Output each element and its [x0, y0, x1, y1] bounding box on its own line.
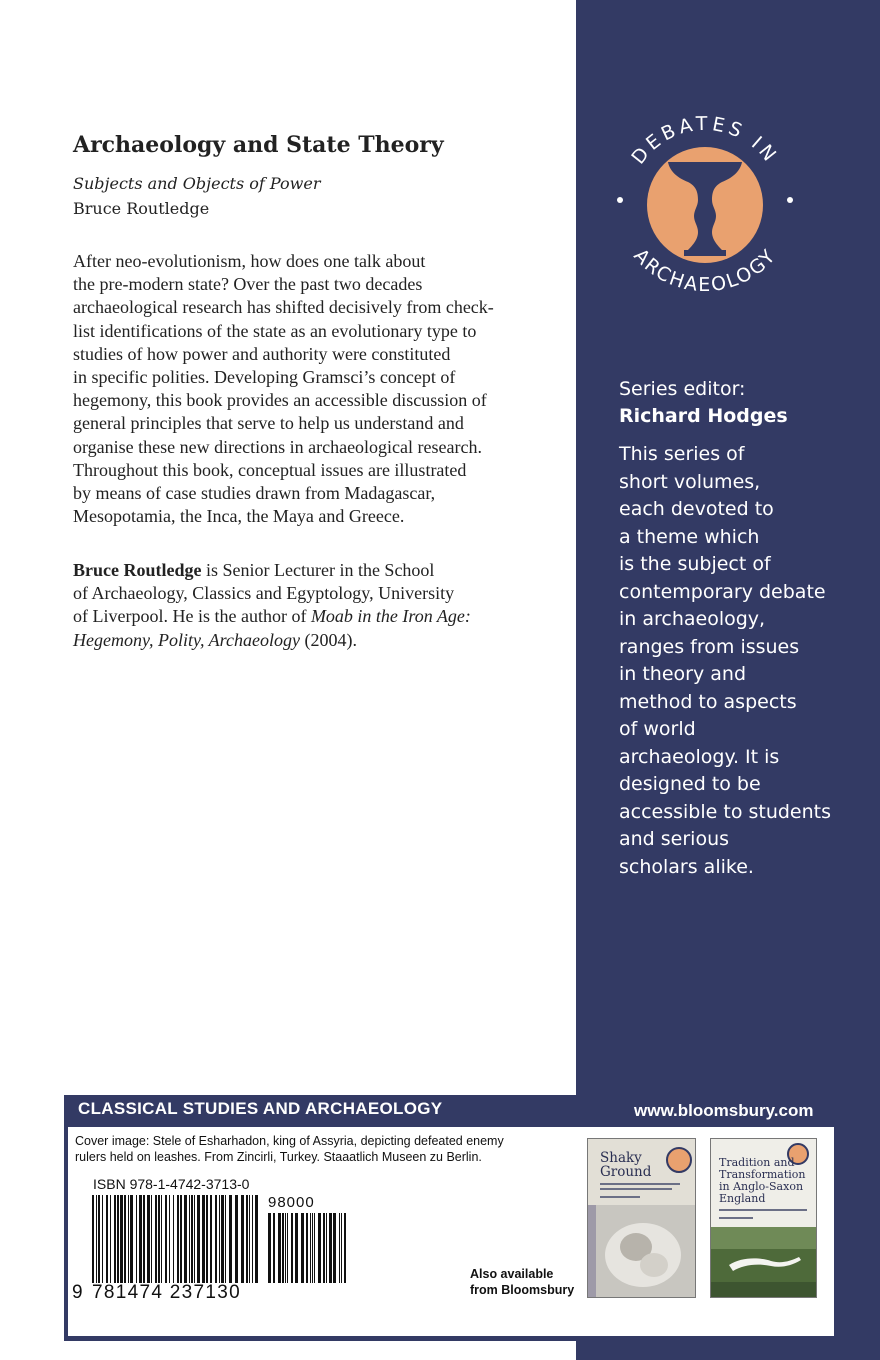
barcode-bar	[191, 1195, 193, 1283]
barcode-bar	[98, 1195, 100, 1283]
barcode-bar	[246, 1195, 248, 1283]
book-blurb	[73, 250, 494, 528]
series-desc-line: of world	[619, 718, 696, 740]
barcode-bar	[117, 1195, 119, 1283]
blurb-line: archaeological research has shifted decisively from check-	[73, 297, 494, 318]
barcode-bar	[102, 1195, 103, 1283]
barcode-addon-number: 98000	[268, 1194, 315, 1211]
barcode-bar	[165, 1195, 167, 1283]
series-desc-line: ranges from issues	[619, 635, 800, 658]
series-desc-line: each devoted to	[619, 498, 774, 520]
barcode-bar	[312, 1213, 313, 1283]
logo-text-top: DEBATES IN	[627, 112, 783, 169]
isbn-label: ISBN 978-1-4742-3713-0	[93, 1176, 250, 1192]
barcode-bar	[189, 1195, 190, 1283]
barcode-bar	[329, 1213, 332, 1283]
barcode-bar	[120, 1195, 123, 1283]
barcode-bar	[194, 1195, 195, 1283]
bio-author-name: Bruce Routledge	[73, 560, 202, 580]
barcode-bar	[92, 1195, 94, 1283]
barcode-bar	[287, 1213, 288, 1283]
related-book-title-line: Shaky	[600, 1150, 642, 1166]
barcode-bar	[180, 1195, 182, 1283]
barcode-digits: 781474 237130	[92, 1282, 241, 1303]
book-title: Archaeology and State Theory	[73, 132, 444, 158]
barcode-bar	[301, 1213, 304, 1283]
barcode-first-digit: 9	[72, 1282, 83, 1303]
related-book-title-line: Tradition and	[719, 1156, 795, 1169]
barcode-bar	[306, 1213, 308, 1283]
barcode-bar	[139, 1195, 142, 1283]
also-available-line: from Bloomsbury	[470, 1283, 575, 1297]
bio-book-title: Moab in the Iron Age:	[310, 606, 471, 627]
barcode-bar	[278, 1213, 281, 1283]
blurb-line: general principles that serve to help us understand and	[73, 413, 464, 434]
blurb-line: the pre-modern state? Over the past two decades	[73, 274, 423, 295]
barcode-bar	[143, 1195, 145, 1283]
barcode-bar	[241, 1195, 244, 1283]
blurb-line: Throughout this book, conceptual issues are illustrated	[73, 459, 467, 480]
barcode-bar	[333, 1213, 336, 1283]
barcode-bar	[151, 1195, 152, 1283]
barcode-bar	[177, 1195, 179, 1283]
related-book-title-line: England	[719, 1192, 766, 1205]
isbn-barcode	[92, 1195, 258, 1283]
landscape-image	[711, 1227, 816, 1297]
barcode-bar	[184, 1195, 187, 1283]
barcode-bar	[341, 1213, 342, 1283]
barcode-bar	[161, 1195, 162, 1283]
barcode-bar	[124, 1195, 126, 1283]
blurb-line: studies of how power and authority were constituted	[73, 343, 451, 364]
bio-text: is Senior Lecturer in the School	[201, 560, 435, 580]
barcode-bar	[310, 1213, 311, 1283]
blurb-line: hegemony, this book provides an accessible discussion of	[73, 390, 487, 411]
also-available-line: Also available	[470, 1267, 554, 1281]
series-desc-line: This series of	[619, 443, 745, 465]
barcode-bar	[326, 1213, 327, 1283]
category-label: CLASSICAL STUDIES AND ARCHAEOLOGY	[78, 1099, 443, 1118]
related-book-title-line: Ground	[600, 1164, 652, 1180]
barcode-bar	[252, 1195, 253, 1283]
series-desc-line: contemporary debate	[619, 580, 826, 603]
statue-image	[588, 1205, 695, 1297]
series-desc-line: scholars alike.	[619, 855, 754, 878]
cover-subtitle-line	[719, 1209, 807, 1211]
barcode-bar	[318, 1213, 321, 1283]
barcode-bar	[229, 1195, 232, 1283]
barcode-bar	[106, 1195, 108, 1283]
barcode-bar	[225, 1195, 226, 1283]
bio-line	[73, 559, 471, 582]
barcode-bar	[210, 1195, 212, 1283]
barcode-bar	[197, 1195, 200, 1283]
related-book-cover[interactable]	[710, 1138, 817, 1298]
author-bio	[73, 559, 471, 652]
series-desc-line: and serious	[619, 828, 730, 850]
barcode-bar	[255, 1195, 258, 1283]
barcode-bar	[215, 1195, 217, 1283]
also-available-label	[470, 1266, 574, 1298]
debates-in-archaeology-logo	[600, 100, 810, 310]
series-description	[619, 441, 832, 881]
series-desc-line: in archaeology,	[619, 608, 766, 630]
series-desc-line: is the subject of	[619, 553, 771, 575]
barcode-bar	[273, 1213, 275, 1283]
barcode-bar	[221, 1195, 224, 1283]
bio-text: of Liverpool. He is the author of	[73, 606, 311, 627]
blurb-line: organise these new directions in archaeological research.	[73, 436, 482, 457]
blurb-line: list identifications of the state as an evolutionary type to	[73, 320, 477, 341]
series-editor-label: Series editor:	[619, 378, 746, 400]
barcode-bar	[169, 1195, 170, 1283]
related-book-cover[interactable]	[587, 1138, 696, 1298]
barcode-bar	[339, 1213, 340, 1283]
barcode-bar	[202, 1195, 205, 1283]
barcode-bar	[155, 1195, 157, 1283]
barcode-bar	[219, 1195, 220, 1283]
barcode-bar	[291, 1213, 293, 1283]
book-author: Bruce Routledge	[73, 199, 210, 218]
bio-book-title: Hegemony, Polity, Archaeology	[73, 629, 300, 650]
related-book-title	[600, 1151, 670, 1179]
cover-subtitle-line	[600, 1183, 680, 1185]
barcode-bar	[147, 1195, 150, 1283]
barcode-bar	[173, 1195, 174, 1283]
book-subtitle: Subjects and Objects of Power	[73, 174, 321, 193]
series-desc-line: method to aspects	[619, 690, 797, 713]
barcode-bar	[136, 1195, 137, 1283]
barcode-bar	[114, 1195, 116, 1283]
blurb-line: Mesopotamia, the Inca, the Maya and Greece.	[73, 506, 405, 527]
barcode-bar	[206, 1195, 208, 1283]
related-book-title-line: Transformation	[719, 1168, 806, 1181]
barcode-bar	[249, 1195, 250, 1283]
series-desc-line: archaeology. It is	[619, 745, 780, 768]
bio-line: of Archaeology, Classics and Egyptology, University	[73, 583, 455, 604]
credit-line: Cover image: Stele of Esharhadon, king of Assyria, depicting defeated enemy	[75, 1134, 504, 1148]
bio-text: (2004).	[299, 629, 357, 650]
barcode-bar	[323, 1213, 325, 1283]
series-desc-line: designed to be	[619, 773, 761, 795]
related-book-title	[719, 1157, 811, 1205]
bio-line	[73, 605, 471, 628]
series-editor-name: Richard Hodges	[619, 405, 788, 427]
blurb-line: by means of case studies drawn from Madagascar,	[73, 483, 436, 504]
bio-line	[73, 629, 471, 652]
publisher-url: www.bloomsbury.com	[634, 1101, 814, 1120]
credit-line: rulers held on leashes. From Zincirli, Turkey. Staaatlich Museen zu Berlin.	[75, 1150, 482, 1164]
barcode-bar	[110, 1195, 111, 1283]
barcode-bar	[344, 1213, 346, 1283]
cover-image-credit	[75, 1133, 504, 1165]
barcode-bar	[285, 1213, 286, 1283]
series-desc-line: short volumes,	[619, 470, 761, 493]
barcode-bar	[158, 1195, 160, 1283]
barcode-bar	[282, 1213, 284, 1283]
series-desc-line: in theory and	[619, 663, 747, 685]
barcode-bar	[96, 1195, 97, 1283]
cover-author-line	[600, 1196, 640, 1198]
blurb-line: After neo-evolutionism, how does one talk about	[73, 251, 426, 271]
series-desc-line: accessible to students	[619, 800, 832, 823]
barcode-bar	[268, 1213, 271, 1283]
addon-barcode	[268, 1213, 350, 1283]
cover-author-line	[719, 1217, 753, 1219]
cover-subtitle-line	[600, 1188, 672, 1190]
barcode-bar	[130, 1195, 133, 1283]
series-desc-line: a theme which	[619, 525, 760, 548]
barcode-bar	[128, 1195, 129, 1283]
barcode-bar	[295, 1213, 298, 1283]
barcode-bar	[235, 1195, 238, 1283]
blurb-line: in specific polities. Developing Gramsci’s concept of	[73, 367, 456, 388]
related-book-title-line: in Anglo-Saxon	[719, 1180, 804, 1193]
barcode-bar	[314, 1213, 315, 1283]
logo-text-bottom: ARCHAEOLOGY	[629, 244, 781, 297]
